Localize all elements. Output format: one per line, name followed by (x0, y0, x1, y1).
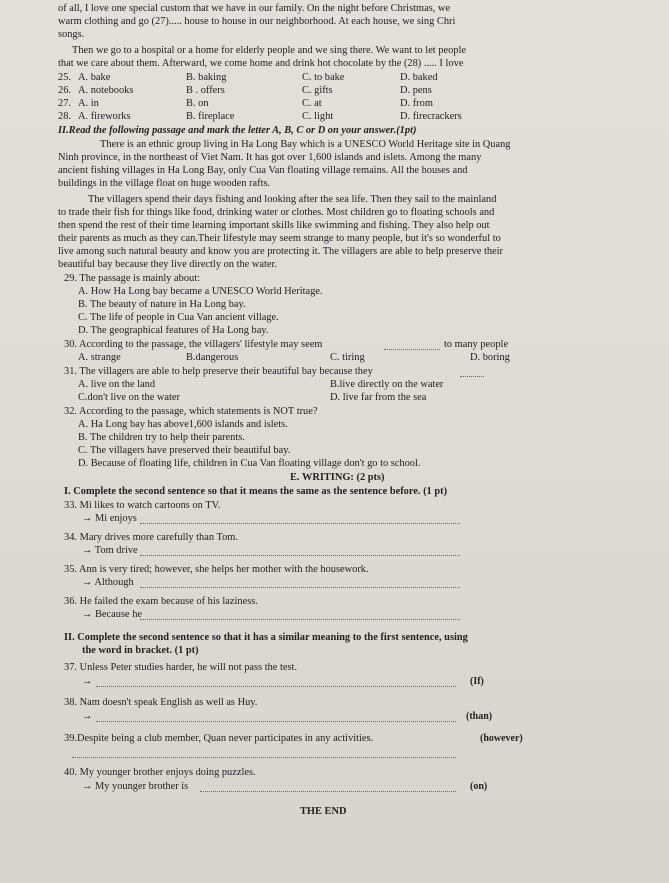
passage-line: The villagers spend their days fishing and looking after the sea life. Then they sail to the mainland (88, 194, 497, 205)
passage-line: then spend the rest of their time learning important skills like swimming and fishing. They also help out (58, 220, 490, 231)
end-label: THE END (300, 806, 347, 817)
option-a: A. bake (78, 72, 111, 83)
option-a: A. live on the land (78, 379, 156, 390)
answer-line (140, 619, 460, 620)
passage-line: their parents as much as they can.Their lifestyle may seem strange to many people, but it's so wonderful to (58, 233, 501, 244)
option-c: C. The villagers have preserved their beautiful bay. (78, 445, 291, 456)
answer-prompt: → Tom drive (82, 545, 138, 556)
passage-line: buildings in the village float on huge wooden rafts. (58, 178, 271, 189)
intro-line: warm clothing and go (27)..... house to house in our neighborhood. At each house, we sing Chri (58, 16, 456, 27)
option-c: C. light (302, 111, 334, 122)
option-a: A. strange (78, 352, 121, 363)
option-d: D. pens (400, 85, 432, 96)
answer-line (200, 791, 456, 792)
answer-blank (384, 349, 440, 350)
part-heading: I. Complete the second sentence so that it means the same as the sentence before. (1 pt) (64, 486, 448, 497)
answer-line (140, 555, 460, 556)
writing-question: 38. Nam doesn't speak English as well as Huy. (64, 697, 258, 708)
option-b: B . offers (186, 85, 225, 96)
writing-question: 39.Despite being a club member, Quan never participates in any activities. (64, 733, 374, 744)
question-stem: 32. According to the passage, which statements is NOT true? (64, 406, 318, 417)
intro-line: Then we go to a hospital or a home for elderly people and we sing there. We want to let people (72, 45, 466, 56)
option-b: B. on (186, 98, 209, 109)
option-c: C. tiring (330, 352, 365, 363)
option-c: C. at (302, 98, 322, 109)
answer-blank (460, 376, 484, 377)
writing-question: 36. He failed the exam because of his laziness. (64, 596, 258, 607)
section-heading: II.Read the following passage and mark the letter A, B, C or D on your answer.(1pt) (58, 125, 417, 136)
option-a: A. fireworks (78, 111, 131, 122)
option-d: D. boring (470, 352, 510, 363)
passage-line: ancient fishing villages in Ha Long Bay, only Cua Van floating village remains. All the houses and (58, 165, 468, 176)
option-b: B.dangerous (186, 352, 239, 363)
part-heading: the word in bracket. (1 pt) (82, 645, 199, 656)
part-heading: II. Complete the second sentence so that it has a similar meaning to the first sentence, using (64, 632, 468, 643)
option-d: D. baked (400, 72, 438, 83)
intro-line: of all, I love one special custom that we have in our family. On the night before Christmas, we (58, 3, 451, 14)
question-stem: 30. According to the passage, the villagers' lifestyle may seem (64, 339, 323, 350)
answer-prompt: → My younger brother is (82, 781, 189, 792)
passage-line: Ninh province, in the northeast of Viet Nam. It has got over 1,600 islands and islets. Among the many (58, 152, 482, 163)
arrow: → (82, 711, 93, 722)
option-b: B. fireplace (186, 111, 235, 122)
arrow: → (82, 676, 93, 687)
option-c: C. The life of people in Cua Van ancient village. (78, 312, 279, 323)
option-a: A. notebooks (78, 85, 134, 96)
answer-line (96, 721, 456, 722)
question-number: 28. (58, 111, 71, 122)
option-b: B.live directly on the water (330, 379, 444, 390)
writing-heading: E. WRITING: (2 pts) (290, 472, 385, 483)
question-stem-end: to many people (444, 339, 509, 350)
keyword-hint: (however) (480, 733, 523, 744)
question-number: 25. (58, 72, 71, 83)
option-c: C. gifts (302, 85, 333, 96)
option-d: D. Because of floating life, children in Cua Van floating village don't go to school. (78, 458, 421, 469)
passage-line: to trade their fish for things like food, drinking water or clothes. Most children go to floating schools and (58, 207, 495, 218)
intro-line: that we care about them. Afterward, we come home and drink hot chocolate by the (28) ..... I love (58, 58, 464, 69)
question-stem: 31. The villagers are able to help preserve their beautiful bay because they (64, 366, 373, 377)
keyword-hint: (than) (466, 711, 493, 722)
question-number: 27. (58, 98, 71, 109)
answer-line (96, 686, 456, 687)
passage-line: live among such natural beauty and know you are protecting it. The villagers are able to help preserve their (58, 246, 504, 257)
answer-prompt: → Although (82, 577, 134, 588)
keyword-hint: (If) (470, 676, 484, 687)
intro-line: songs. (58, 29, 85, 40)
writing-question: 35. Ann is very tired; however, she helps her mother with the housework. (64, 564, 369, 575)
question-stem: 29. The passage is mainly about: (64, 273, 201, 284)
keyword-hint: (on) (470, 781, 488, 792)
option-b: B. The children try to help their parents. (78, 432, 245, 443)
option-c: C.don't live on the water (78, 392, 181, 403)
answer-prompt: → Mi enjoys (82, 513, 137, 524)
answer-line (140, 523, 460, 524)
option-c: C. to bake (302, 72, 345, 83)
option-b: B. The beauty of nature in Ha Long bay. (78, 299, 246, 310)
answer-line (140, 587, 460, 588)
writing-question: 37. Unless Peter studies harder, he will not pass the test. (64, 662, 298, 673)
writing-question: 40. My younger brother enjoys doing puzzles. (64, 767, 256, 778)
option-b: B. baking (186, 72, 227, 83)
answer-prompt: → Because he (82, 609, 143, 620)
option-d: D. from (400, 98, 433, 109)
option-d: D. firecrackers (400, 111, 462, 122)
option-a: A. in (78, 98, 99, 109)
passage-line: There is an ethnic group living in Ha Long Bay which is a UNESCO World Heritage site in Quang (100, 139, 511, 150)
option-a: A. How Ha Long bay became a UNESCO World Heritage. (78, 286, 323, 297)
question-number: 26. (58, 85, 71, 96)
option-d: D. live far from the sea (330, 392, 427, 403)
passage-line: beautiful bay because they live directly on the water. (58, 259, 277, 270)
answer-line (72, 757, 456, 758)
writing-question: 34. Mary drives more carefully than Tom. (64, 532, 238, 543)
option-a: A. Ha Long bay has above1,600 islands and islets. (78, 419, 288, 430)
option-d: D. The geographical features of Ha Long bay. (78, 325, 269, 336)
writing-question: 33. Mi likes to watch cartoons on TV. (64, 500, 221, 511)
